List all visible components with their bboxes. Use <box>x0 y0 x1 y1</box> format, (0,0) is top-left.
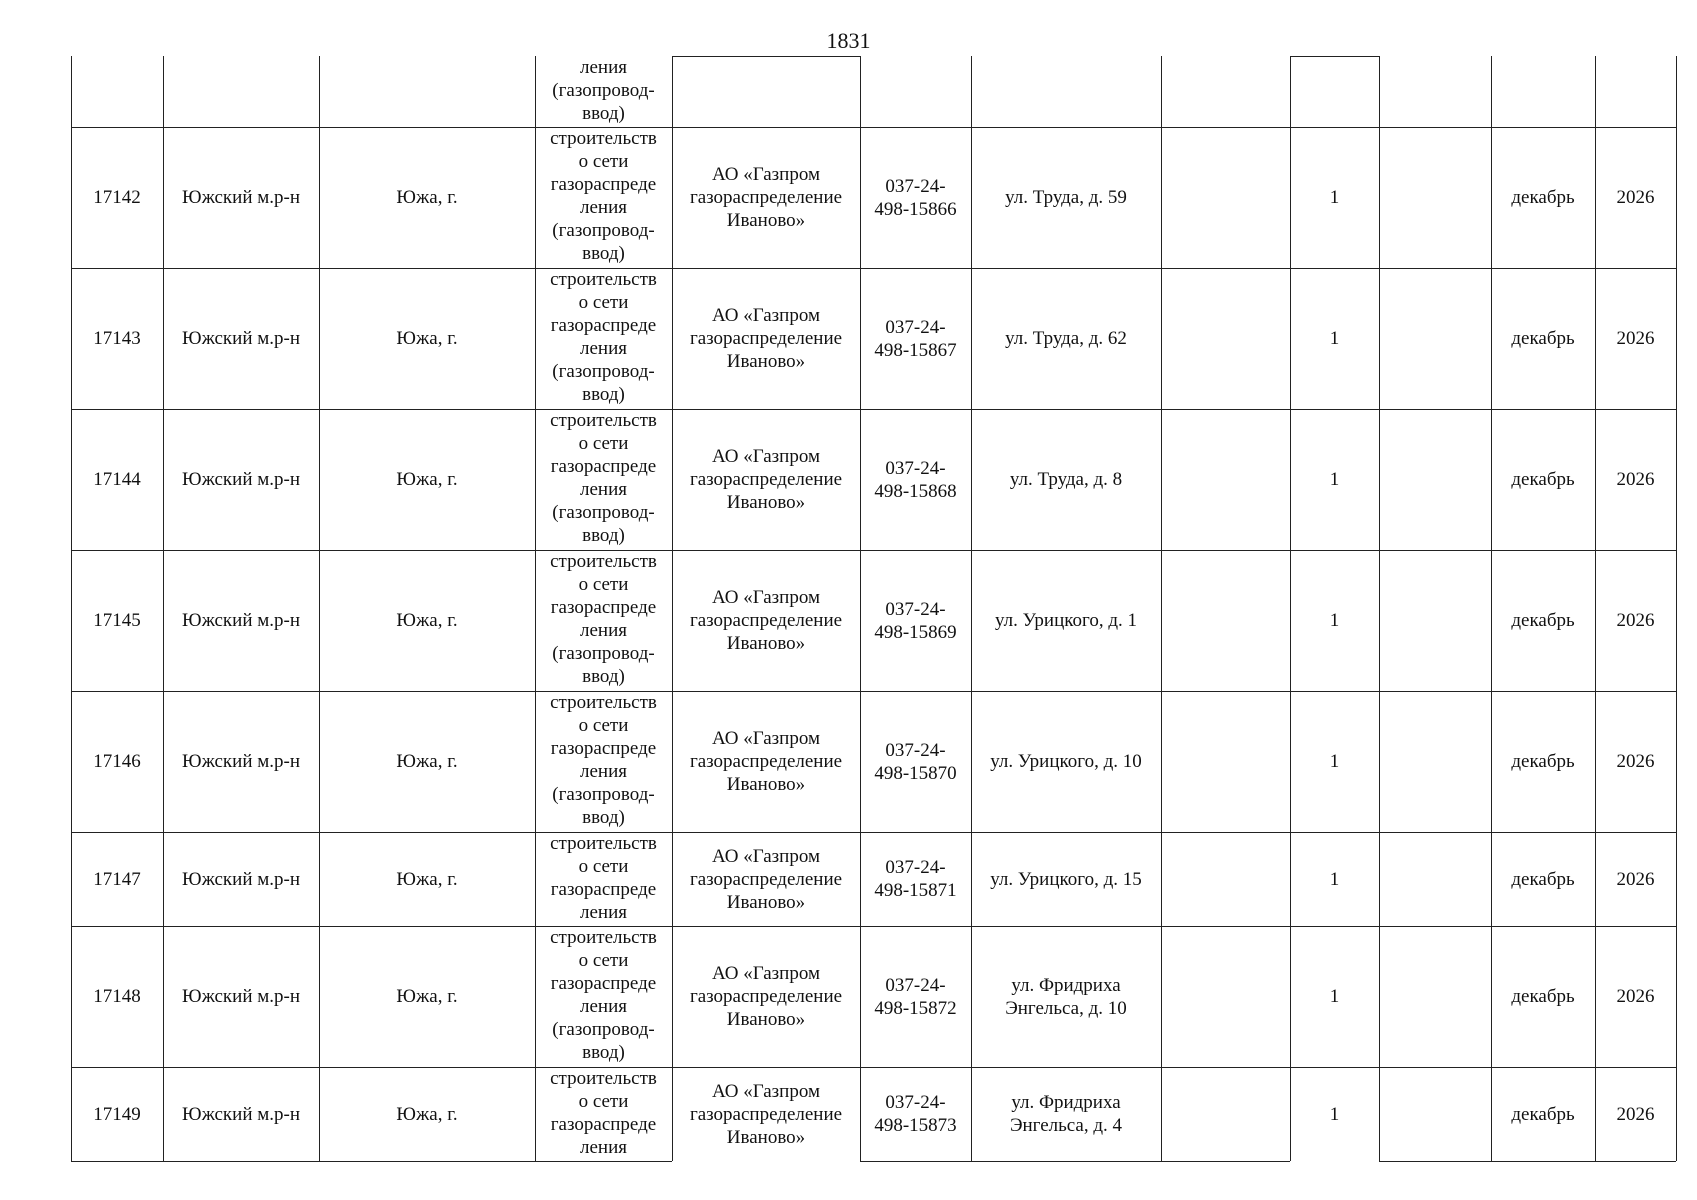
row-number-text: 17142 <box>93 187 141 208</box>
year-cell <box>1595 409 1676 550</box>
grid-line-vertical <box>1491 56 1492 1161</box>
registry-table <box>71 56 1676 1166</box>
month-text: декабрь <box>1511 469 1575 490</box>
row-number-cell <box>71 268 163 409</box>
work-type-cell <box>535 926 672 1067</box>
row-number-text: 17144 <box>93 469 141 490</box>
settlement-cell <box>319 832 535 926</box>
grid-line-vertical <box>1595 56 1596 1161</box>
district-cell <box>163 550 319 691</box>
month-cell <box>1491 127 1595 268</box>
object-code-text: 037-24- 498-15866 <box>874 175 957 220</box>
month-cell <box>1491 268 1595 409</box>
quantity-cell <box>1290 409 1379 550</box>
grid-line-vertical <box>1676 56 1677 1161</box>
quantity-text: 1 <box>1329 469 1340 490</box>
organization-cell <box>672 409 860 550</box>
district-cell <box>163 1067 319 1161</box>
table-row-continuation <box>71 56 1676 127</box>
object-code-cell <box>860 926 971 1067</box>
row-number-text: 17148 <box>93 986 141 1007</box>
address-text: ул. Фридриха Энгельса, д. 10 <box>1005 974 1127 1019</box>
grid-line-horizontal <box>71 1067 1676 1068</box>
table-row <box>71 127 1676 268</box>
grid-line-horizontal <box>71 550 1676 551</box>
district-text: Южский м.р-н <box>181 986 301 1007</box>
organization-cell <box>672 832 860 926</box>
settlement-cell <box>319 926 535 1067</box>
address-text: ул. Фридриха Энгельса, д. 4 <box>1009 1092 1123 1136</box>
quantity-text: 1 <box>1329 868 1340 890</box>
quantity-cell <box>1290 127 1379 268</box>
object-code-cell <box>860 127 971 268</box>
row-number-cell <box>71 1067 163 1161</box>
table-row <box>71 691 1676 832</box>
organization-text: АО «Газпром газораспределение Иваново» <box>689 963 843 1030</box>
work-type-cell <box>535 56 672 127</box>
address-cell <box>971 268 1161 409</box>
table-row <box>71 1067 1676 1161</box>
grid-line-horizontal <box>71 268 1676 269</box>
grid-line-horizontal <box>860 1161 1290 1162</box>
district-text: Южский м.р-н <box>181 610 301 631</box>
grid-line-vertical <box>1379 56 1380 1161</box>
table-row <box>71 926 1676 1067</box>
settlement-cell <box>319 691 535 832</box>
work-type-text: строительств о сети газораспреде ления (газопровод- ввод) <box>550 692 657 828</box>
row-number-cell <box>71 409 163 550</box>
address-cell <box>971 409 1161 550</box>
object-code-text: 037-24- 498-15867 <box>874 316 957 361</box>
table-row <box>71 550 1676 691</box>
settlement-text: Южа, г. <box>396 610 458 631</box>
object-code-text: 037-24- 498-15873 <box>874 1092 957 1136</box>
month-text: декабрь <box>1511 986 1575 1007</box>
organization-text: АО «Газпром газораспределение Иваново» <box>689 305 843 372</box>
object-code-cell <box>860 832 971 926</box>
settlement-text: Южа, г. <box>396 986 458 1007</box>
grid-line-vertical <box>319 56 320 1161</box>
row-number-cell <box>71 926 163 1067</box>
address-text: ул. Труда, д. 59 <box>1005 187 1127 208</box>
organization-text: АО «Газпром газораспределение Иваново» <box>689 845 843 913</box>
district-cell <box>163 832 319 926</box>
settlement-text: Южа, г. <box>396 187 458 208</box>
grid-line-horizontal <box>1290 56 1379 57</box>
settlement-cell <box>319 268 535 409</box>
district-text: Южский м.р-н <box>181 1103 301 1125</box>
month-cell <box>1491 409 1595 550</box>
year-cell <box>1595 127 1676 268</box>
work-type-text: строительств о сети газораспреде ления (газопровод- ввод) <box>550 410 657 546</box>
settlement-text: Южа, г. <box>396 469 458 490</box>
district-cell <box>163 691 319 832</box>
work-type-text: строительств о сети газораспреде ления <box>550 833 657 923</box>
organization-text: АО «Газпром газораспределение Иваново» <box>689 728 843 795</box>
year-cell <box>1595 926 1676 1067</box>
district-text: Южский м.р-н <box>181 751 301 772</box>
year-cell <box>1595 691 1676 832</box>
settlement-cell <box>319 409 535 550</box>
organization-cell <box>672 268 860 409</box>
district-text: Южский м.р-н <box>181 187 301 208</box>
month-cell <box>1491 550 1595 691</box>
district-cell <box>163 268 319 409</box>
address-cell <box>971 926 1161 1067</box>
district-cell <box>163 127 319 268</box>
year-text: 2026 <box>1616 187 1655 208</box>
row-number-cell <box>71 550 163 691</box>
object-code-text: 037-24- 498-15872 <box>874 974 957 1019</box>
quantity-cell <box>1290 832 1379 926</box>
object-code-text: 037-24- 498-15870 <box>874 739 957 784</box>
organization-text: АО «Газпром газораспределение Иваново» <box>689 587 843 654</box>
grid-line-vertical <box>1290 56 1291 1161</box>
quantity-cell <box>1290 268 1379 409</box>
quantity-text: 1 <box>1329 328 1340 349</box>
table-row <box>71 268 1676 409</box>
table-row <box>71 832 1676 926</box>
quantity-text: 1 <box>1329 986 1340 1007</box>
month-text: декабрь <box>1511 187 1575 208</box>
month-cell <box>1491 832 1595 926</box>
quantity-cell <box>1290 926 1379 1067</box>
object-code-text: 037-24- 498-15871 <box>874 857 957 901</box>
year-text: 2026 <box>1616 986 1655 1007</box>
quantity-text: 1 <box>1329 187 1340 208</box>
settlement-text: Южа, г. <box>396 868 458 890</box>
organization-cell <box>672 1067 860 1161</box>
year-cell <box>1595 550 1676 691</box>
work-type-text: строительств о сети газораспреде ления <box>550 1068 657 1158</box>
grid-line-horizontal <box>71 691 1676 692</box>
work-type-text: строительств о сети газораспреде ления (газопровод- ввод) <box>550 551 657 687</box>
work-type-cell <box>535 832 672 926</box>
work-type-cell <box>535 409 672 550</box>
organization-text: АО «Газпром газораспределение Иваново» <box>689 1080 843 1148</box>
year-text: 2026 <box>1616 751 1655 772</box>
year-text: 2026 <box>1616 610 1655 631</box>
row-number-text: 17146 <box>93 751 141 772</box>
row-number-text: 17143 <box>93 328 141 349</box>
quantity-cell <box>1290 550 1379 691</box>
address-cell <box>971 691 1161 832</box>
month-cell <box>1491 691 1595 832</box>
row-number-cell <box>71 832 163 926</box>
district-text: Южский м.р-н <box>181 868 301 890</box>
settlement-text: Южа, г. <box>396 751 458 772</box>
grid-line-vertical <box>971 56 972 1161</box>
address-text: ул. Труда, д. 8 <box>1009 469 1123 490</box>
month-text: декабрь <box>1511 751 1575 772</box>
row-number-text: 17145 <box>93 610 141 631</box>
quantity-cell <box>1290 691 1379 832</box>
table-row <box>71 409 1676 550</box>
district-text: Южский м.р-н <box>181 328 301 349</box>
month-text: декабрь <box>1511 328 1575 349</box>
district-cell <box>163 926 319 1067</box>
grid-line-horizontal <box>71 127 1676 128</box>
month-cell <box>1491 926 1595 1067</box>
quantity-text: 1 <box>1329 751 1340 772</box>
grid-line-vertical <box>535 56 536 1161</box>
settlement-cell <box>319 127 535 268</box>
object-code-cell <box>860 268 971 409</box>
row-number-cell <box>71 691 163 832</box>
settlement-cell <box>319 550 535 691</box>
grid-line-horizontal <box>71 409 1676 410</box>
month-cell <box>1491 1067 1595 1161</box>
work-type-cell <box>535 268 672 409</box>
year-cell <box>1595 268 1676 409</box>
object-code-cell <box>860 409 971 550</box>
grid-line-vertical <box>1161 56 1162 1161</box>
grid-line-horizontal <box>71 926 1676 927</box>
work-type-text: строительств о сети газораспреде ления (газопровод- ввод) <box>550 927 657 1063</box>
month-text: декабрь <box>1511 1103 1575 1125</box>
work-type-text: строительств о сети газораспреде ления (газопровод- ввод) <box>550 269 657 405</box>
year-text: 2026 <box>1616 328 1655 349</box>
quantity-text: 1 <box>1329 610 1340 631</box>
grid-line-vertical <box>71 56 72 1161</box>
object-code-cell <box>860 1067 971 1161</box>
address-text: ул. Урицкого, д. 10 <box>990 751 1142 772</box>
organization-cell <box>672 127 860 268</box>
object-code-cell <box>860 550 971 691</box>
row-number-text: 17147 <box>93 868 141 890</box>
quantity-text: 1 <box>1329 1103 1340 1125</box>
page-number: 1831 <box>826 28 871 53</box>
district-cell <box>163 409 319 550</box>
year-text: 2026 <box>1616 1103 1655 1125</box>
object-code-cell <box>860 691 971 832</box>
work-type-cell <box>535 550 672 691</box>
address-cell <box>971 1067 1161 1161</box>
organization-cell <box>672 926 860 1067</box>
grid-line-vertical <box>672 56 673 1161</box>
grid-line-vertical <box>860 56 861 1161</box>
grid-line-horizontal <box>71 832 1676 833</box>
quantity-cell <box>1290 1067 1379 1161</box>
year-cell <box>1595 1067 1676 1161</box>
organization-cell <box>672 691 860 832</box>
work-type-cell <box>535 691 672 832</box>
organization-text: АО «Газпром газораспределение Иваново» <box>689 446 843 513</box>
organization-cell <box>672 550 860 691</box>
grid-line-horizontal <box>672 56 860 57</box>
address-text: ул. Урицкого, д. 15 <box>990 868 1142 890</box>
month-text: декабрь <box>1511 868 1575 890</box>
row-number-text: 17149 <box>93 1103 141 1125</box>
month-text: декабрь <box>1511 610 1575 631</box>
object-code-text: 037-24- 498-15869 <box>874 598 957 643</box>
work-type-cell <box>535 127 672 268</box>
work-type-cell <box>535 1067 672 1161</box>
year-text: 2026 <box>1616 868 1655 890</box>
address-cell <box>971 550 1161 691</box>
year-text: 2026 <box>1616 469 1655 490</box>
work-type-text: ления (газопровод- ввод) <box>552 57 655 124</box>
address-text: ул. Труда, д. 62 <box>1005 328 1127 349</box>
work-type-text: строительств о сети газораспреде ления (газопровод- ввод) <box>550 128 657 264</box>
year-cell <box>1595 832 1676 926</box>
address-cell <box>971 832 1161 926</box>
settlement-cell <box>319 1067 535 1161</box>
grid-line-horizontal <box>71 1161 672 1162</box>
address-text: ул. Урицкого, д. 1 <box>994 610 1138 631</box>
district-text: Южский м.р-н <box>181 469 301 490</box>
address-cell <box>971 127 1161 268</box>
grid-line-vertical <box>163 56 164 1161</box>
settlement-text: Южа, г. <box>396 328 458 349</box>
object-code-text: 037-24- 498-15868 <box>874 457 957 502</box>
organization-text: АО «Газпром газораспределение Иваново» <box>689 164 843 231</box>
grid-line-horizontal <box>1379 1161 1676 1162</box>
row-number-cell <box>71 127 163 268</box>
settlement-text: Южа, г. <box>396 1103 458 1125</box>
